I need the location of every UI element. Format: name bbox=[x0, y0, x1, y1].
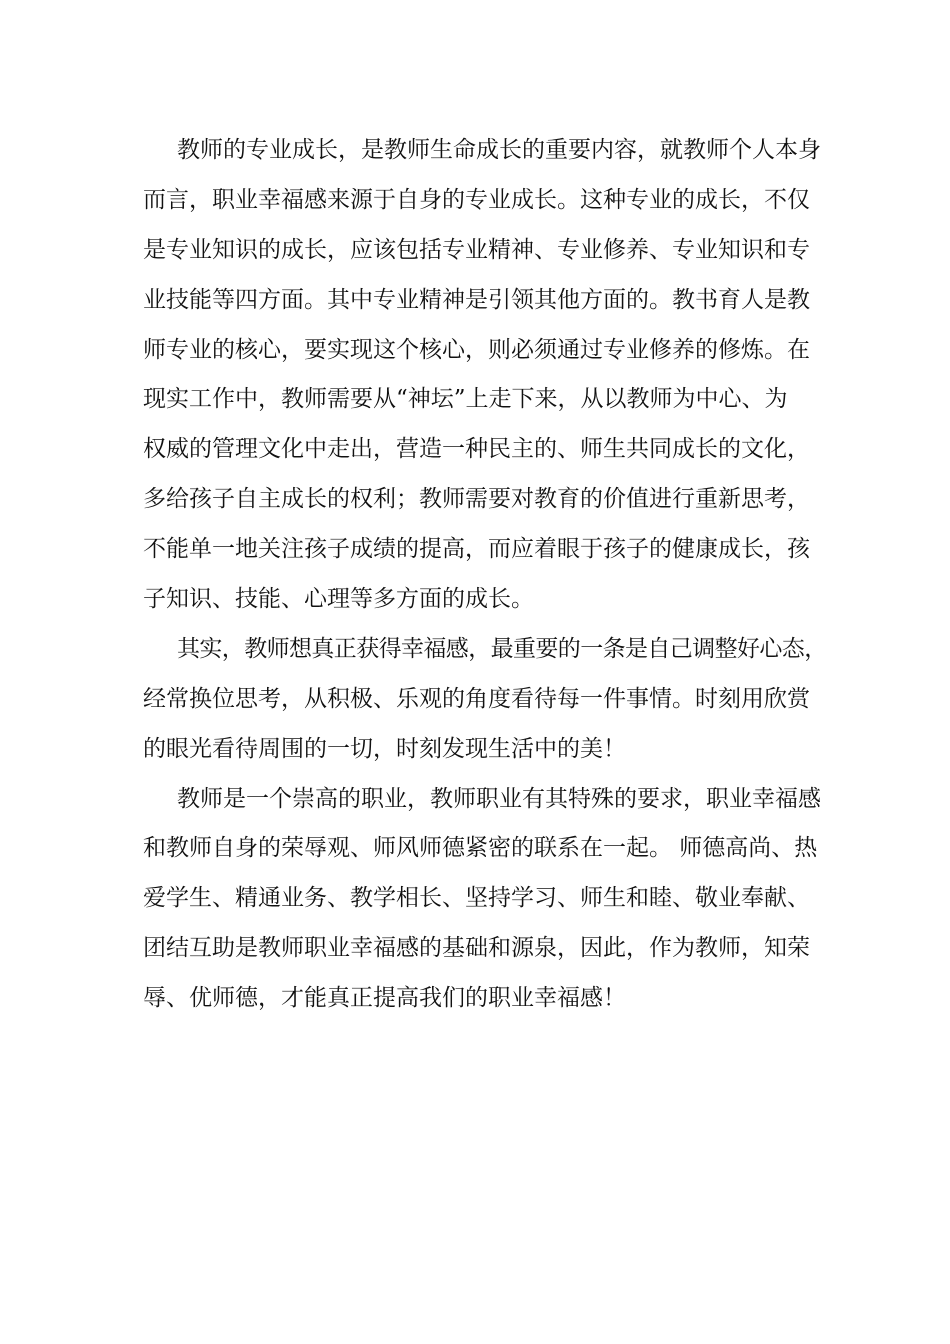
paragraph-line: 现实工作中，教师需要从“神坛”上走下来，从以教师为中心、为 bbox=[143, 386, 788, 413]
paragraph-line: 教师是一个崇高的职业，教师职业有其特殊的要求，职业幸福感 bbox=[177, 785, 821, 812]
paragraph-1 bbox=[143, 126, 821, 625]
paragraph-line: 的眼光看待周围的一切，时刻发现生活中的美！ bbox=[143, 735, 626, 762]
paragraph-line: 业技能等四方面。其中专业精神是引领其他方面的。教书育人是教 bbox=[143, 286, 810, 313]
paragraph-line: 经常换位思考，从积极、乐观的角度看待每一件事情。时刻用欣赏 bbox=[143, 685, 810, 712]
paragraph-line: 而言，职业幸福感来源于自身的专业成长。这种专业的成长，不仅 bbox=[143, 186, 810, 213]
paragraph-line: 是专业知识的成长，应该包括专业精神、专业修养、专业知识和专 bbox=[143, 236, 810, 263]
paragraph-line: 不能单一地关注孩子成绩的提高，而应着眼于孩子的健康成长，孩 bbox=[143, 536, 810, 563]
paragraph-line: 其实，教师想真正获得幸福感，最重要的一条是自己调整好心态， bbox=[177, 635, 827, 662]
paragraph-line: 和教师自身的荣辱观、师风师德紧密的联系在一起。 师德高尚、热 bbox=[143, 835, 818, 862]
paragraph-line: 权威的管理文化中走出，营造一种民主的、师生共同成长的文化， bbox=[143, 436, 810, 463]
paragraph-line: 爱学生、精通业务、教学相长、坚持学习、师生和睦、敬业奉献、 bbox=[143, 885, 810, 912]
paragraph-2 bbox=[143, 625, 827, 775]
paragraph-line: 子知识、技能、心理等多方面的成长。 bbox=[143, 586, 534, 613]
paragraph-3 bbox=[143, 775, 821, 1024]
paragraph-line: 辱、优师德，才能真正提高我们的职业幸福感！ bbox=[143, 985, 626, 1012]
document-body bbox=[143, 126, 827, 1024]
paragraph-line: 教师的专业成长，是教师生命成长的重要内容，就教师个人本身 bbox=[177, 137, 821, 163]
paragraph-line: 师专业的核心，要实现这个核心，则必须通过专业修养的修炼。在 bbox=[143, 336, 810, 363]
paragraph-line: 团结互助是教师职业幸福感的基础和源泉，因此，作为教师，知荣 bbox=[143, 935, 810, 962]
paragraph-line: 多给孩子自主成长的权利；教师需要对教育的价值进行重新思考， bbox=[143, 486, 810, 513]
